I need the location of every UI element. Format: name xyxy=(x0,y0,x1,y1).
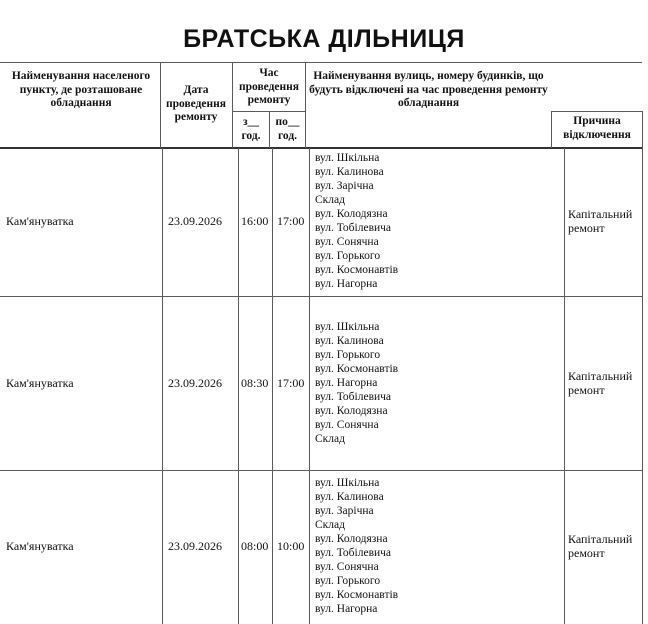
row-date: 23.09.2026 xyxy=(168,214,222,228)
street-item: вул. Космонавтів xyxy=(315,363,399,375)
street-item: вул. Космонавтів xyxy=(315,264,399,276)
street-item: вул. Нагорна xyxy=(315,278,378,290)
body-vline-date xyxy=(238,148,239,624)
header-reason: Причина відключення xyxy=(563,115,631,141)
street-item: вул. Горького xyxy=(315,349,381,361)
header-time-to: по__ год. xyxy=(275,116,300,142)
street-item: вул. Сонячна xyxy=(315,236,379,248)
row-reason: Капітальний ремонт xyxy=(568,207,633,235)
street-item: вул. Нагорна xyxy=(315,377,378,389)
header-time-from: з__ год. xyxy=(241,116,261,142)
row-locality: Кам'януватка xyxy=(6,539,74,553)
row-time-from: 08:30 xyxy=(241,376,269,390)
row-streets-list xyxy=(315,476,398,616)
row-time-to: 10:00 xyxy=(277,539,305,553)
street-item: вул. Горького xyxy=(315,250,381,262)
street-item: вул. Колодязна xyxy=(315,405,388,417)
street-item: вул. Космонавтів xyxy=(315,589,399,601)
body-vline-right xyxy=(642,148,643,624)
header-vline-streets xyxy=(551,111,552,148)
street-item: вул. Калинова xyxy=(315,335,384,347)
row-streets-list xyxy=(315,320,398,446)
header-vline-locality xyxy=(160,62,161,148)
street-item: вул. Колодязна xyxy=(315,533,388,545)
street-item: вул. Шкільна xyxy=(315,152,380,164)
street-item: вул. Шкільна xyxy=(315,321,380,333)
body-vline-time xyxy=(309,148,310,624)
header-bottom-border xyxy=(0,147,643,149)
street-item: вул. Шкільна xyxy=(315,477,380,489)
row-time-to: 17:00 xyxy=(277,214,305,228)
street-item: Склад xyxy=(315,519,345,531)
header-time: Час проведення ремонту xyxy=(238,67,300,106)
row-reason: Капітальний ремонт xyxy=(568,532,633,560)
header-vline-time-mid xyxy=(269,111,270,148)
street-item: вул. Сонячна xyxy=(315,561,379,573)
header-vline-time xyxy=(305,62,306,148)
row-time-from: 16:00 xyxy=(241,214,269,228)
street-item: вул. Нагорна xyxy=(315,603,378,615)
row-time-from: 08:00 xyxy=(241,539,269,553)
header-vline-right xyxy=(642,111,643,148)
row-streets-list xyxy=(315,151,398,291)
header-streets: Найменування вулиць, номеру будинків, що будуть відключені на час проведення ремонту обладнання xyxy=(309,70,548,109)
row-locality: Кам'януватка xyxy=(6,376,74,390)
street-item: вул. Калинова xyxy=(315,166,384,178)
street-item: вул. Горького xyxy=(315,575,381,587)
row-date: 23.09.2026 xyxy=(168,376,222,390)
street-item: вул. Сонячна xyxy=(315,419,379,431)
street-item: вул. Колодязна xyxy=(315,208,388,220)
table-top-border xyxy=(0,62,642,63)
street-item: Склад xyxy=(315,194,345,206)
body-vline-streets xyxy=(564,148,565,624)
street-item: вул. Зарічна xyxy=(315,505,374,517)
header-locality: Найменування населеного пункту, де розташоване обладнання xyxy=(11,70,151,109)
body-vline-locality xyxy=(162,148,163,624)
row-divider-1 xyxy=(0,296,643,297)
row-divider-2 xyxy=(0,470,643,471)
street-item: вул. Тобілевича xyxy=(315,547,392,559)
page-title: БРАТСЬКА ДІЛЬНИЦЯ xyxy=(183,25,465,53)
row-time-to: 17:00 xyxy=(277,376,305,390)
street-item: вул. Тобілевича xyxy=(315,391,392,403)
row-date: 23.09.2026 xyxy=(168,539,222,553)
body-vline-time-mid xyxy=(272,148,273,624)
reason-subheader-divider xyxy=(551,111,642,112)
street-item: вул. Калинова xyxy=(315,491,384,503)
header-date: Дата проведення ремонту xyxy=(165,84,227,123)
row-locality: Кам'януватка xyxy=(6,214,74,228)
street-item: Склад xyxy=(315,433,345,445)
row-reason: Капітальний ремонт xyxy=(568,369,633,397)
header-vline-date xyxy=(232,62,233,148)
street-item: вул. Зарічна xyxy=(315,180,374,192)
street-item: вул. Тобілевича xyxy=(315,222,392,234)
